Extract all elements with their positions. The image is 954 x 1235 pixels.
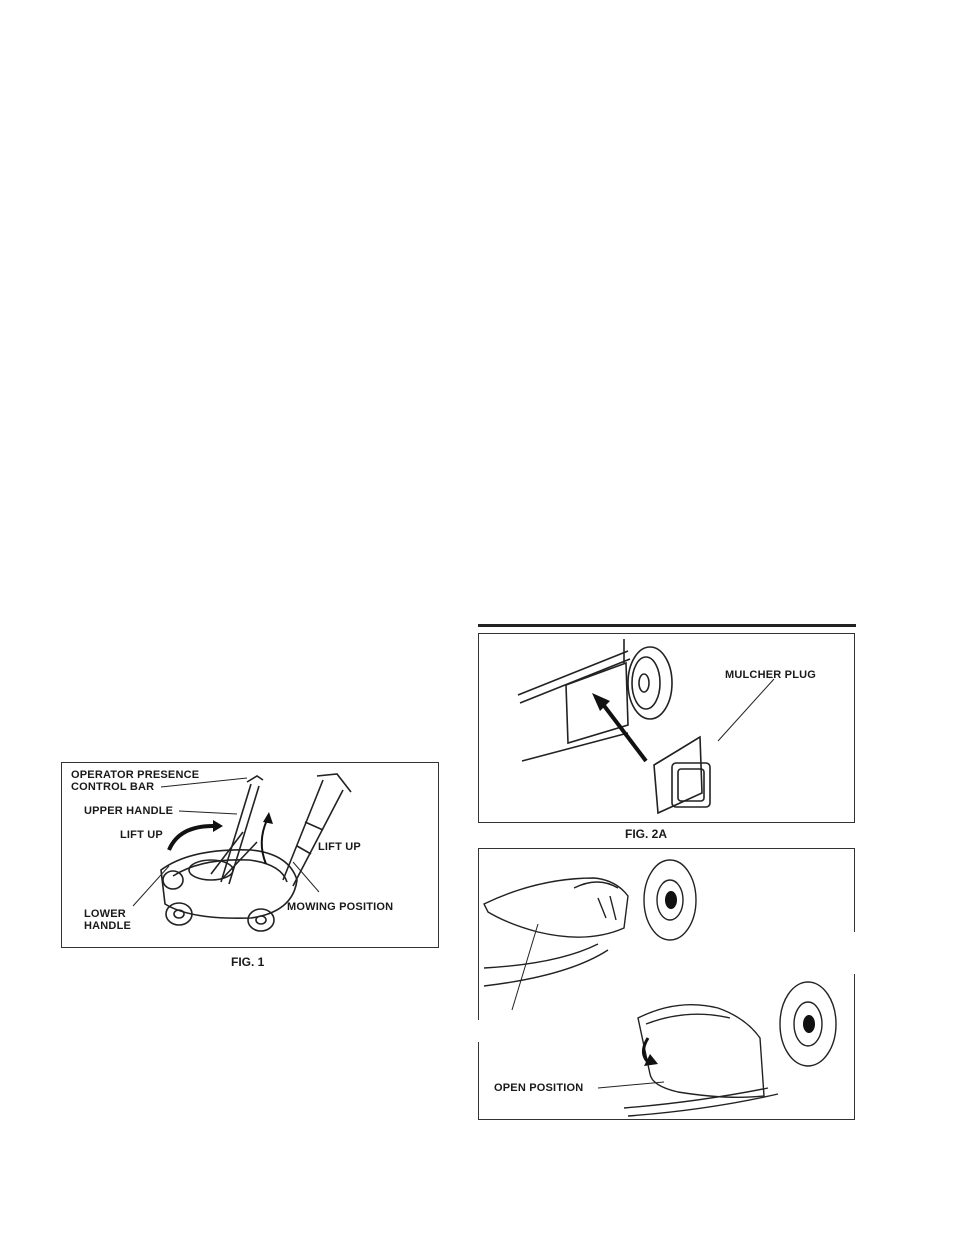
lower-handle-label-1: LOWER [84, 908, 126, 920]
mowing-position-label: MOWING POSITION [287, 901, 394, 913]
fig2b-discharge-illustration [478, 848, 855, 1120]
mulcher-plug-label: MULCHER PLUG [725, 669, 817, 681]
fig2a-mulcher-illustration [478, 633, 855, 823]
lower-handle-label-2: HANDLE [84, 920, 132, 932]
section-rule [478, 624, 856, 627]
lift-up-left-label: LIFT UP [120, 829, 163, 841]
fig2a-caption: FIG. 2A [625, 827, 668, 841]
fig1-caption: FIG. 1 [231, 955, 265, 969]
lift-up-right-label: LIFT UP [318, 841, 361, 853]
upper-handle-label: UPPER HANDLE [84, 805, 174, 817]
open-position-label: OPEN POSITION [494, 1082, 584, 1094]
operator-presence-label-2: CONTROL BAR [71, 781, 155, 793]
operator-presence-label-1: OPERATOR PRESENCE [71, 769, 200, 781]
